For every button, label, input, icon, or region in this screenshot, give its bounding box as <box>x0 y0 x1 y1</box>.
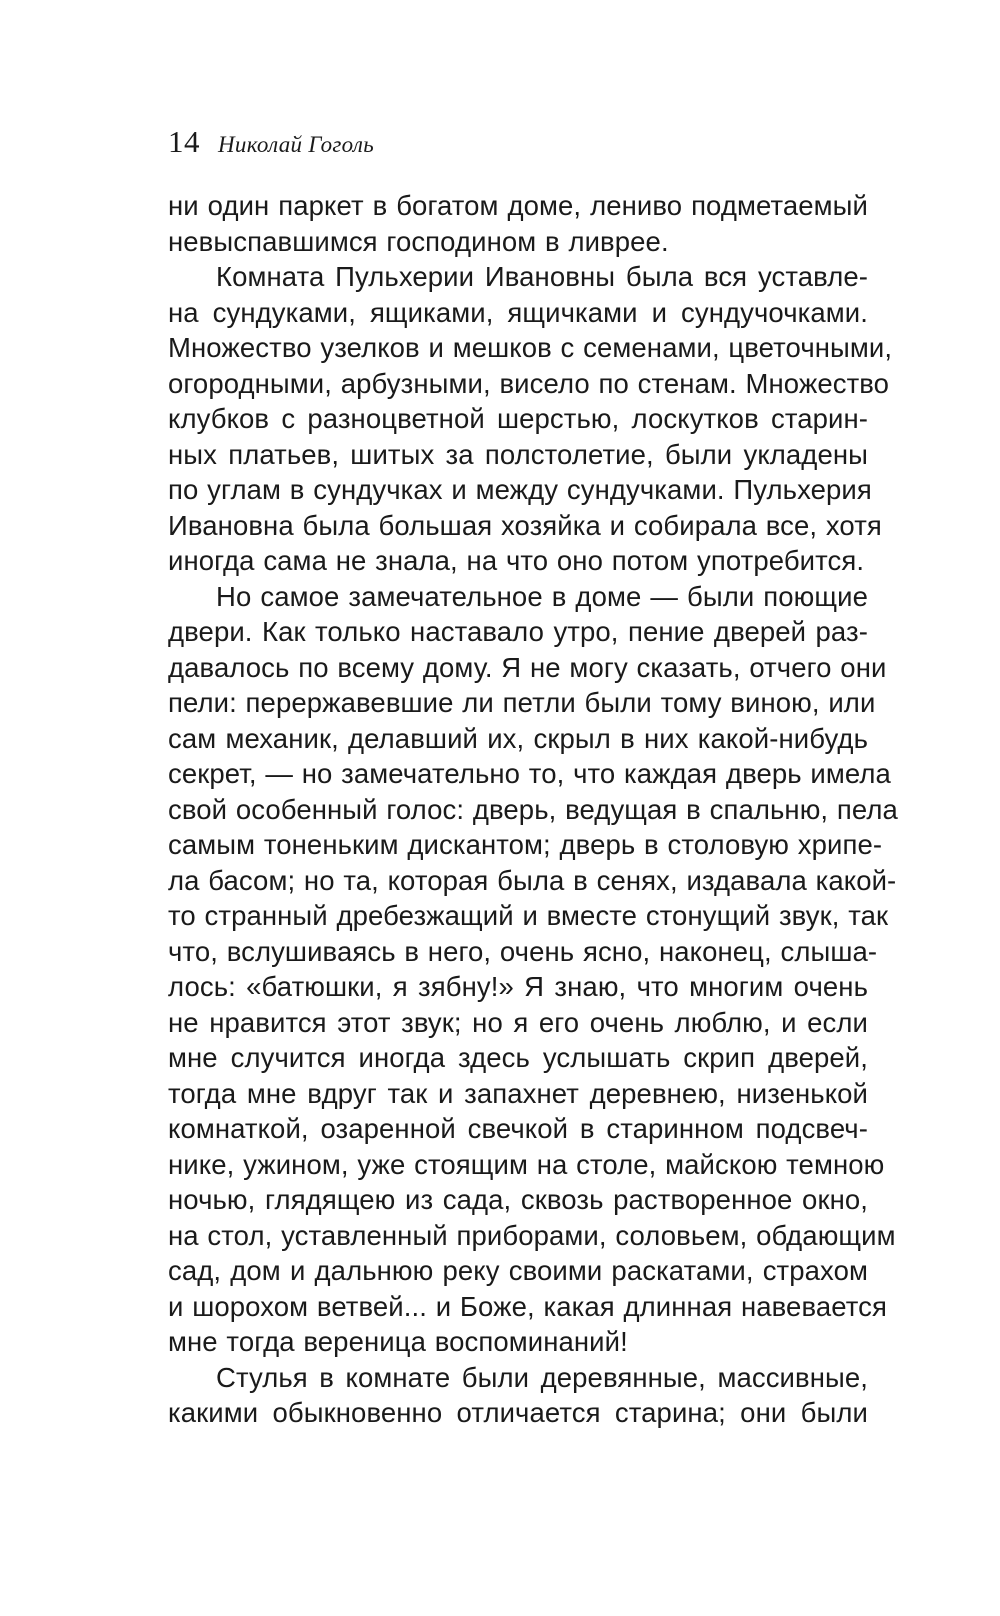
text-line: по углам в сундучках и между сундучками. Пульхерия <box>168 474 872 505</box>
text-line: Но самое замечательное в доме — были поющие <box>216 580 868 612</box>
text-line: сам механик, делавший их, скрыл в них какой-нибудь <box>168 722 868 754</box>
text-line: пели: перержавевшие ли петли были тому виною, или <box>168 687 876 718</box>
text-line: огородными, арбузными, висело по стенам. Множество <box>168 367 890 399</box>
text-line: тогда мне вдруг так и запахнет деревнею, низенькой <box>168 1077 868 1109</box>
text-line: Стулья в комнате были деревянные, массивные, <box>216 1361 868 1393</box>
text-line: сад, дом и дальнюю реку своими раскатами, страхом <box>168 1255 868 1286</box>
text-line: мне случится иногда здесь услышать скрип дверей, <box>168 1042 868 1073</box>
text-line: свой особенный голос: дверь, ведущая в спальню, пела <box>168 793 898 825</box>
text-line: нике, ужином, уже стоящим на столе, майскою темною <box>168 1148 885 1180</box>
text-line: иногда сама не знала, на что оно потом употребится. <box>168 545 865 576</box>
text-line: какими обыкновенно отличается старина; они были <box>168 1397 868 1428</box>
text-line: не нравится этот звук; но я его очень люблю, и если <box>168 1006 868 1038</box>
text-line: комнаткой, озаренной свечкой в старинном подсвеч- <box>168 1113 868 1144</box>
body-text <box>168 188 898 1431</box>
page-header <box>168 124 374 160</box>
text-line: двери. Как только наставало утро, пение дверей раз- <box>168 616 868 647</box>
text-line: Ивановна была большая хозяйка и собирала все, хотя <box>168 509 882 541</box>
text-line: и шорохом ветвей... и Боже, какая длинная навевается <box>168 1290 887 1322</box>
text-line: на стол, уставленный приборами, соловьем, обдающим <box>168 1219 896 1251</box>
text-line: давалось по всему дому. Я не могу сказать, отчего они <box>168 651 887 683</box>
text-line: Комната Пульхерии Ивановны была вся уставле- <box>216 261 868 292</box>
text-line: мне тогда вереница воспоминаний! <box>168 1326 628 1357</box>
text-line: секрет, — но замечательно то, что каждая дверь имела <box>168 758 891 789</box>
text-line: то странный дребезжащий и вместе стонущий звук, так <box>168 900 889 931</box>
text-line: лось: «батюшки, я зябну!» Я знаю, что многим очень <box>168 971 868 1002</box>
text-line: что, вслушиваясь в него, очень ясно, наконец, слыша- <box>168 935 878 967</box>
text-line: невыспавшимся господином в ливрее. <box>168 225 669 257</box>
text-line: на сундуками, ящиками, ящичками и сундучочками. <box>168 296 868 328</box>
running-head-author: Николай Гоголь <box>218 132 374 157</box>
text-line: ных платьев, шитых за полстолетие, были укладены <box>168 438 868 470</box>
text-line: ночью, глядящею из сада, сквозь растворенное окно, <box>168 1184 868 1215</box>
text-line: самым тоненьким дискантом; дверь в столовую хрипе- <box>168 829 883 860</box>
text-line: клубков с разноцветной шерстью, лоскутков старин- <box>168 403 868 434</box>
text-line: Множество узелков и мешков с семенами, цветочными, <box>168 332 893 363</box>
text-line: ни один паркет в богатом доме, лениво подметаемый <box>168 190 868 221</box>
text-line: ла басом; но та, которая была в сенях, издавала какой- <box>168 864 897 896</box>
page-number: 14 <box>168 124 200 159</box>
